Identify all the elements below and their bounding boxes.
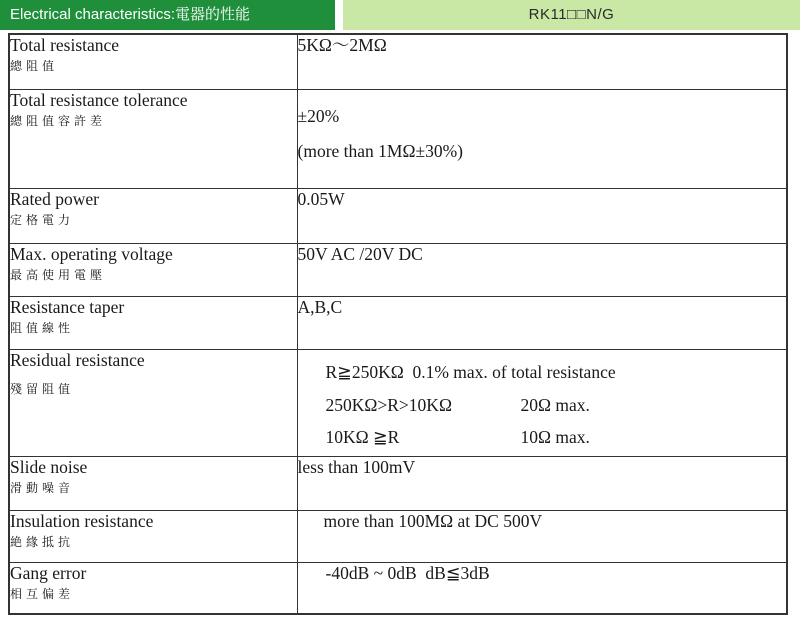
table-row — [9, 243, 787, 296]
spec-table — [8, 33, 788, 615]
label-zh: 阻值線性 — [10, 320, 75, 335]
row-label — [9, 510, 297, 562]
label-en: Residual resistance — [10, 349, 145, 370]
row-label — [9, 89, 297, 188]
label-en: Insulation resistance — [10, 510, 154, 531]
label-en: Gang error — [10, 562, 87, 583]
row-label — [9, 296, 297, 349]
label-zh: 滑動噪音 — [10, 480, 75, 495]
value-text: more than 100MΩ at DC 500V — [323, 510, 543, 531]
model-number: RK11□□N/G — [343, 0, 800, 30]
label-en: Total resistance tolerance — [10, 89, 188, 110]
value-text: ±20% — [297, 105, 340, 126]
value-text: R≧250KΩ 0.1% max. of total resistance — [325, 361, 616, 382]
label-en: Slide noise — [10, 456, 88, 477]
row-value — [297, 510, 787, 562]
value-text: A,B,C — [297, 296, 343, 317]
value-text: (more than 1MΩ±30%) — [297, 140, 463, 161]
row-value — [297, 34, 787, 89]
label-zh: 定格電力 — [10, 212, 75, 227]
row-label — [9, 188, 297, 243]
row-value — [297, 188, 787, 243]
row-label — [9, 562, 297, 614]
residual-subrow — [326, 427, 787, 447]
row-value — [297, 562, 787, 614]
label-zh: 殘留阻值 — [10, 381, 75, 396]
value-text: 50V AC /20V DC — [297, 243, 423, 264]
row-label — [9, 34, 297, 89]
residual-range: 250KΩ>R>10KΩ — [325, 394, 452, 415]
label-zh: 最高使用電壓 — [10, 267, 107, 282]
label-en: Rated power — [10, 188, 99, 209]
label-en: Resistance taper — [10, 296, 125, 317]
label-zh: 絶緣抵抗 — [10, 534, 75, 549]
section-title: Electrical characteristics:電器的性能 — [0, 0, 335, 30]
residual-value: 10Ω max. — [520, 426, 590, 447]
table-row — [9, 456, 787, 510]
row-value — [297, 89, 787, 188]
row-label — [9, 243, 297, 296]
row-value — [297, 349, 787, 456]
row-value — [297, 296, 787, 349]
label-zh: 總阻值容許差 — [10, 113, 107, 128]
label-zh: 總阻值 — [10, 59, 59, 73]
label-en: Total resistance — [10, 35, 120, 55]
row-value — [297, 456, 787, 510]
residual-range: 10KΩ ≧R — [325, 426, 400, 447]
row-value — [297, 243, 787, 296]
value-text: -40dB ~ 0dB dB≦3dB — [325, 562, 490, 583]
table-row — [9, 34, 787, 89]
table-row — [9, 562, 787, 614]
residual-subrow — [326, 395, 787, 415]
table-row — [9, 510, 787, 562]
label-en: Max. operating voltage — [10, 243, 173, 264]
residual-value: 20Ω max. — [520, 394, 590, 415]
label-zh: 相互偏差 — [10, 586, 75, 601]
table-row — [9, 188, 787, 243]
value-text: 5KΩ～2MΩ — [297, 35, 387, 55]
table-row — [9, 89, 787, 188]
table-row — [9, 296, 787, 349]
table-row — [9, 349, 787, 456]
value-text: 0.05W — [297, 188, 345, 209]
row-label — [9, 456, 297, 510]
row-label — [9, 349, 297, 456]
value-text: less than 100mV — [297, 456, 416, 477]
